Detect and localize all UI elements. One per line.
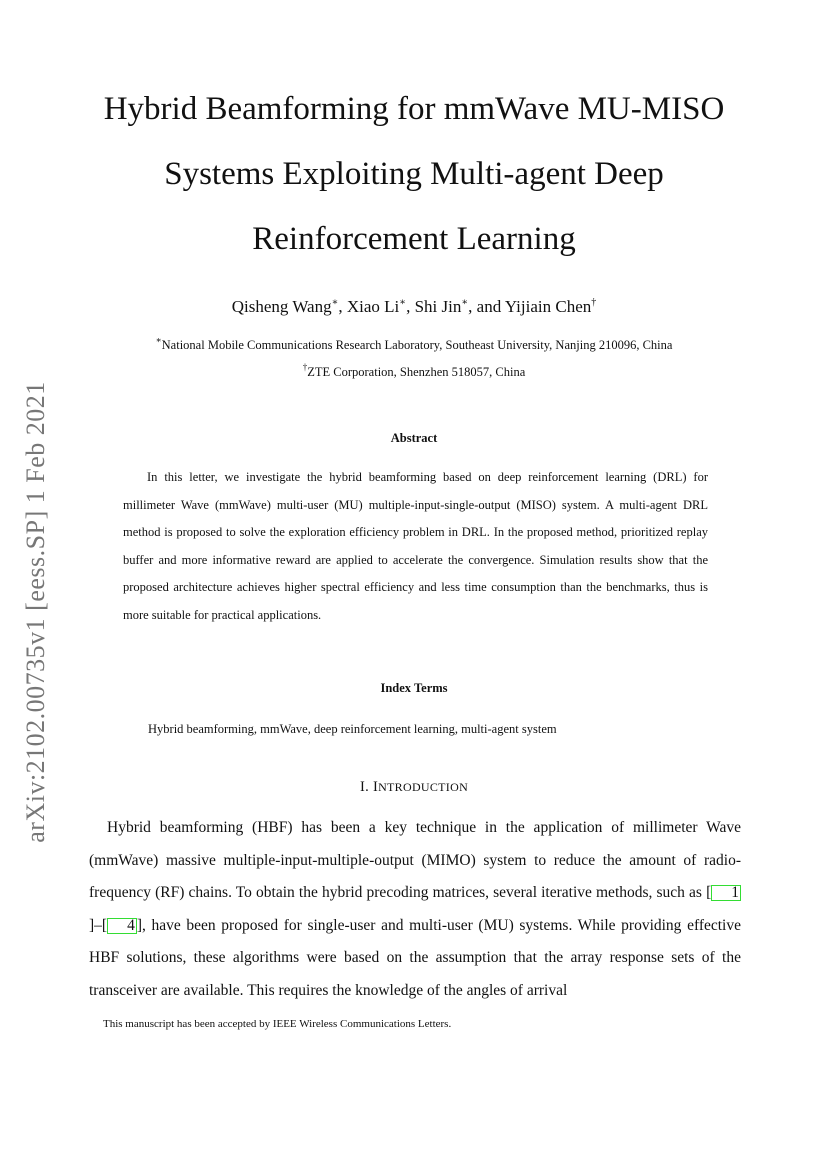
abstract-text: In this letter, we investigate the hybrid beamforming based on deep reinforcement learning (DRL) for millimeter Wave (mmWave) multi-user (MU) multiple-input-single-output (MISO) system. A multi-agent DRL method is proposed to solve the exploration efficiency problem in DRL. In the proposed method, prioritized replay buffer and more informative reward are applied to accelerate the convergence. Simulation results show that the proposed architecture achieves higher spectral efficiency and less time consumption than the benchmarks, thus is more suitable for practical applications. [123,470,708,622]
author-mark: † [591,297,597,308]
section-title-initial: I [372,779,379,795]
introduction-paragraph: Hybrid beamforming (HBF) has been a key technique in the application of millimeter Wave (mmWave) massive multiple-input-multiple-output (MIMO) system to reduce the amount of radio-frequency (RF) chains. To obtain the hybrid precoding matrices, several iterative methods, such as [ 1]–[ 4 ], have been proposed for single-user and multi-user (MU) systems. While providing effective HBF solutions, these algorithms were based on the assumption that the array response sets of the transceiver are available. This requires the knowledge of the angles of arrival [89,819,741,999]
affiliation-text: ZTE Corporation, Shenzhen 518057, China [307,365,526,379]
section-heading-introduction [0,777,828,797]
arxiv-watermark: arXiv:2102.00735v1 [eess.SP] 1 Feb 2021 [21,381,50,843]
footnote: This manuscript has been accepted by IEEE Wireless Communications Letters. [103,1018,452,1030]
author-name: Shi Jin [414,297,462,316]
affiliation-mark: ∗ [155,335,162,345]
intro-text-before-citation: Hybrid beamforming (HBF) has been a key technique in the application of millimeter Wave (mmWave) massive multiple-input-multiple-output (MIMO) system to reduce the amount of radio-frequency (RF) chains. To obtain the hybrid precoding matrices, several iterative methods, such as [89,819,741,901]
author-list [0,291,828,319]
author-mark: ∗ [331,297,339,308]
paper-title-line-2: Systems Exploiting Multi-agent Deep [164,156,664,192]
author-mark: ∗ [399,297,407,308]
section-title-rest: NTRODUCTION [378,780,469,794]
index-terms-heading: Index Terms [380,681,448,695]
paper-title-line-1: Hybrid Beamforming for mmWave MU-MISO [103,91,725,127]
paper-title-line-3: Reinforcement Learning [252,221,576,257]
author-separator: , and [468,297,505,316]
author-separator: , [338,297,347,316]
intro-text-after-citation: , have been proposed for single-user and multi-user (MU) systems. While providing effective HBF solutions, these algorithms were based on the assumption that the array response sets of the transceiver are available. This requires the knowledge of the angles of arrival [89,916,741,999]
section-number: I. [359,779,373,795]
author-mark: ∗ [461,297,469,308]
affiliation-2 [0,358,828,381]
citation-range-dash: – [94,916,102,934]
author-separator: , [406,297,415,316]
author-name: Yijiain Chen [504,297,592,316]
affiliation-1 [0,331,828,354]
citation-link[interactable]: 1 [711,885,741,901]
abstract-heading: Abstract [390,431,438,445]
author-name: Xiao Li [346,297,400,316]
affiliation-mark: † [302,362,308,372]
affiliation-text: National Mobile Communications Research Laboratory, Southeast University, Nanjing 210096, China [161,338,673,352]
index-terms-text: Hybrid beamforming, mmWave, deep reinforcement learning, multi-agent system [148,722,557,736]
author-name: Qisheng Wang [231,297,332,316]
citation-link[interactable]: 4 [107,918,137,934]
